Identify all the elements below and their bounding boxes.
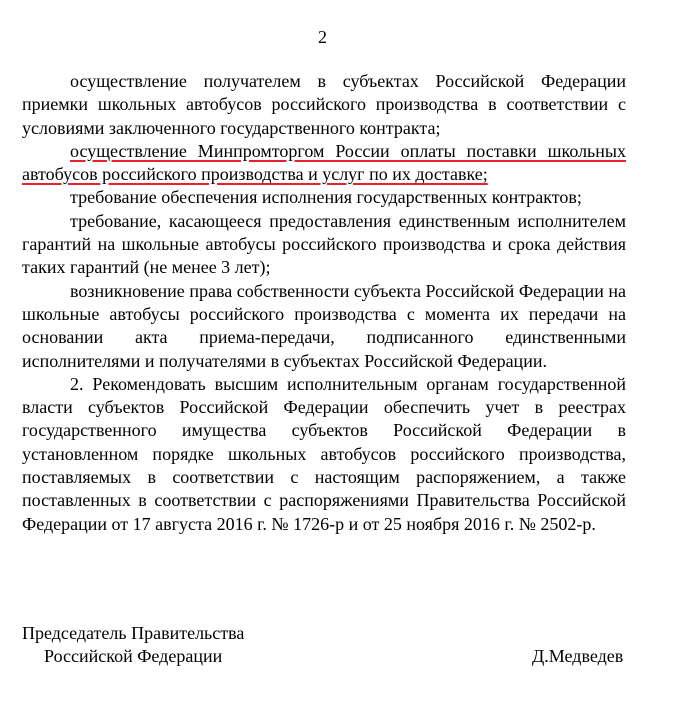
signatory-title-line1: Председатель Правительства bbox=[22, 623, 245, 643]
paragraph-recommendation: 2. Рекомендовать высшим исполнительным органам государственной власти субъектов Российской Федерации обеспечить учет в реестрах государственного имущества субъектов Российской Федерации в установленном порядке школьных автобусов российского производства, поставляемых в соответствии с настоящим распоряжением, а также поставленных в соответствии с распоряжениями Правительства Российской Федерации от 17 августа 2016 г. № 1726-р и от 25 ноября 2016 г. № 2502-р. bbox=[22, 373, 626, 534]
signatory-name: Д.Медведев bbox=[532, 646, 624, 666]
paragraph-contract-security: требование обеспечения исполнения государственных контрактов; bbox=[70, 187, 582, 208]
highlighted-text: осуществление Минпромторгом России оплаты поставки школьных автобусов российского производства и услуг по их доставке; bbox=[22, 140, 626, 185]
paragraph-ownership: возникновение права собственности субъекта Российской Федерации на школьные автобусы российского производства с момента их передачи на основании акта приема-передачи, подписанного единственными исполнителями и получателями в субъектах Российской Федерации. bbox=[22, 280, 626, 371]
signatory-title bbox=[22, 622, 244, 668]
paragraph-acceptance: осуществление получателем в субъектах Российской Федерации приемки школьных автобусов российского производства в соответствии с условиями заключенного государственного контракта; bbox=[22, 71, 626, 138]
paragraph-guarantee: требование, касающееся предоставления единственным исполнителем гарантий на школьные автобусы российского производства и срока действия таких гарантий (не менее 3 лет); bbox=[22, 210, 626, 278]
document-body bbox=[22, 70, 626, 536]
signatory-title-line2: Российской Федерации bbox=[44, 646, 223, 666]
page-number: 2 bbox=[318, 27, 327, 47]
paragraph-payment-highlighted bbox=[22, 140, 626, 187]
